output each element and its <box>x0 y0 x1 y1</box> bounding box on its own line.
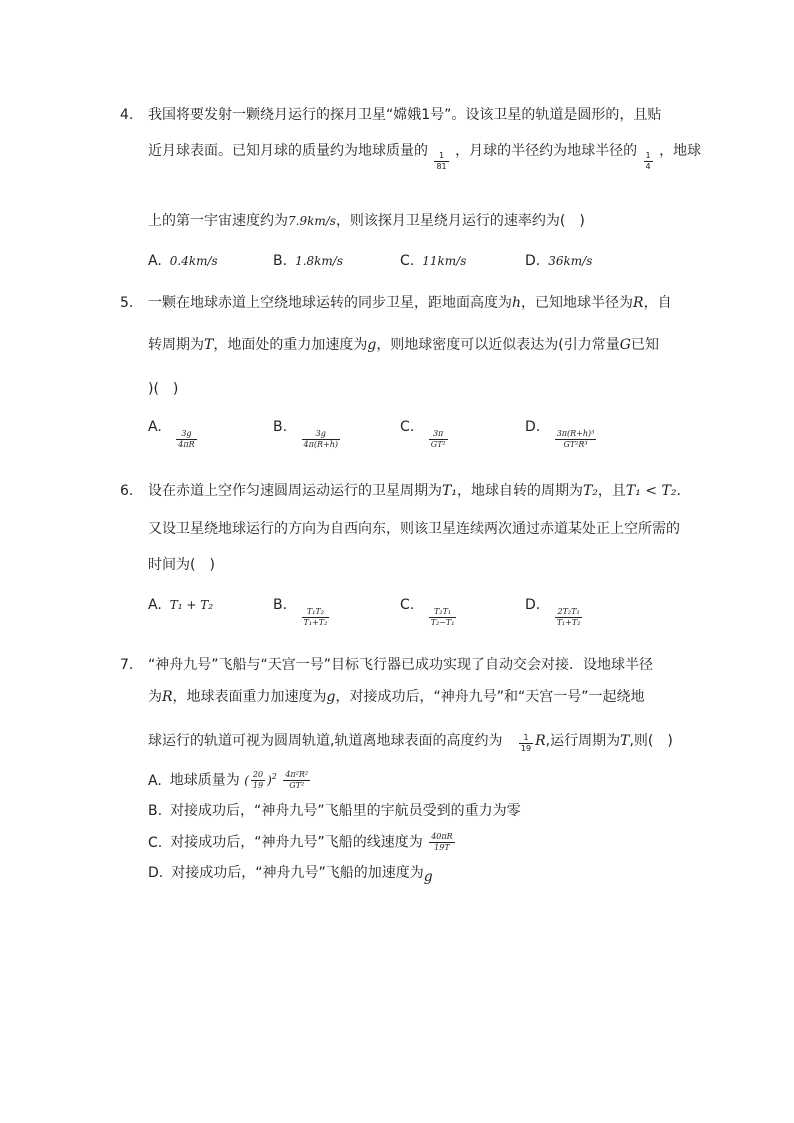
option-c[interactable]: C. $\frac{\text{T₂T₁}}{\text{T₂−T₁}}$ <box>400 597 455 627</box>
option-a[interactable]: A. $\frac{3g}{4\pi R}$ <box>148 419 195 449</box>
option-b[interactable]: B. 1.8km/s <box>273 253 343 269</box>
question-text-line: 近月球表面。已知月球的质量约为地球质量的 $\frac{1}{81}$ ，月球的半径约为地球半径的 $\frac{1}{4}$ ，地球 <box>148 143 702 171</box>
option-d[interactable]: D. $\frac{\text{2T₂T₁}}{\text{T₁+T₂}}$ <box>525 597 581 627</box>
question-text-line: 上的第一宇宙速度约为7.9km/s，则该探月卫星绕月运行的速率约为( ) <box>148 213 585 229</box>
question-text-line: 球运行的轨道可视为圆周轨道,轨道离地球表面的高度约为 $\frac{1}{19}$ R,运行周期为T,则( ) <box>148 733 673 753</box>
question-text-line: 时间为( ) <box>148 557 215 573</box>
question-text-line: “神舟九号”飞船与“天宫一号”目标飞行器已成功实现了自动交会对接．设地球半径 <box>148 657 654 673</box>
option-c[interactable]: C. 对接成功后，“神舟九号”飞船的线速度为 $\frac{40\pi R}{19T}$ <box>148 832 453 852</box>
option-a[interactable]: A. 0.4km/s <box>148 253 218 269</box>
fraction: $\frac{1}{81}$ <box>436 151 447 171</box>
question-text-line: 一颗在地球赤道上空绕地球运转的同步卫星，距地面高度为h，已知地球半径为R，自 <box>148 295 672 311</box>
question-number: 7. <box>120 657 134 673</box>
option-d[interactable]: D. $\frac{\text{3π(R+h)³}}{\text{GT²R³}}$ <box>525 419 595 449</box>
option-d[interactable]: D. 36km/s <box>525 253 593 269</box>
question-text-line: 我国将要发射一颗绕月运行的探月卫星“嫦娥1号”。设该卫星的轨道是圆形的，且贴 <box>148 107 662 123</box>
question-text-line: 转周期为T，地面处的重力加速度为g，则地球密度可以近似表达为(引力常量G已知 <box>148 337 659 353</box>
question-number: 5. <box>120 295 134 311</box>
question-text-line: 设在赤道上空作匀速圆周运动运行的卫星周期为T₁，地球自转的周期为T₂，且T₁ < T₂. <box>148 483 681 499</box>
option-b[interactable]: B. $\frac{3g}{4\pi(R+h)}$ <box>273 419 338 449</box>
question-number: 6. <box>120 483 134 499</box>
fraction: $\frac{1}{19}$ <box>520 733 532 753</box>
option-c[interactable]: C. $\frac{3\pi}{\text{GT²}}$ <box>400 419 446 449</box>
question-text-line: 为R，地球表面重力加速度为g，对接成功后，“神舟九号”和“天宫一号”一起绕地 <box>148 689 645 705</box>
option-a[interactable]: A. 地球质量为 ( $\frac{20}{19}$ )$^2$ $\frac{\text{4π²R²}}{\text{GT²}}$ <box>148 770 309 791</box>
option-a[interactable]: A. T₁ + T₂ <box>148 597 214 613</box>
option-b[interactable]: B. $\frac{\text{T₁T₂}}{\text{T₁+T₂}}$ <box>273 597 328 627</box>
question-number: 4. <box>120 107 134 123</box>
option-b[interactable]: B. 对接成功后，“神舟九号”飞船里的宇航员受到的重力为零 <box>148 803 521 819</box>
option-c[interactable]: C. 11km/s <box>400 253 467 269</box>
option-d[interactable]: D. 对接成功后，“神舟九号”飞船的加速度为g <box>148 865 433 885</box>
question-text-line: )( ) <box>148 381 179 397</box>
fraction: $\frac{1}{4}$ <box>645 151 651 171</box>
question-text-line: 又设卫星绕地球运行的方向为自西向东，则该卫星连续两次通过赤道某处正上空所需的 <box>148 521 680 537</box>
